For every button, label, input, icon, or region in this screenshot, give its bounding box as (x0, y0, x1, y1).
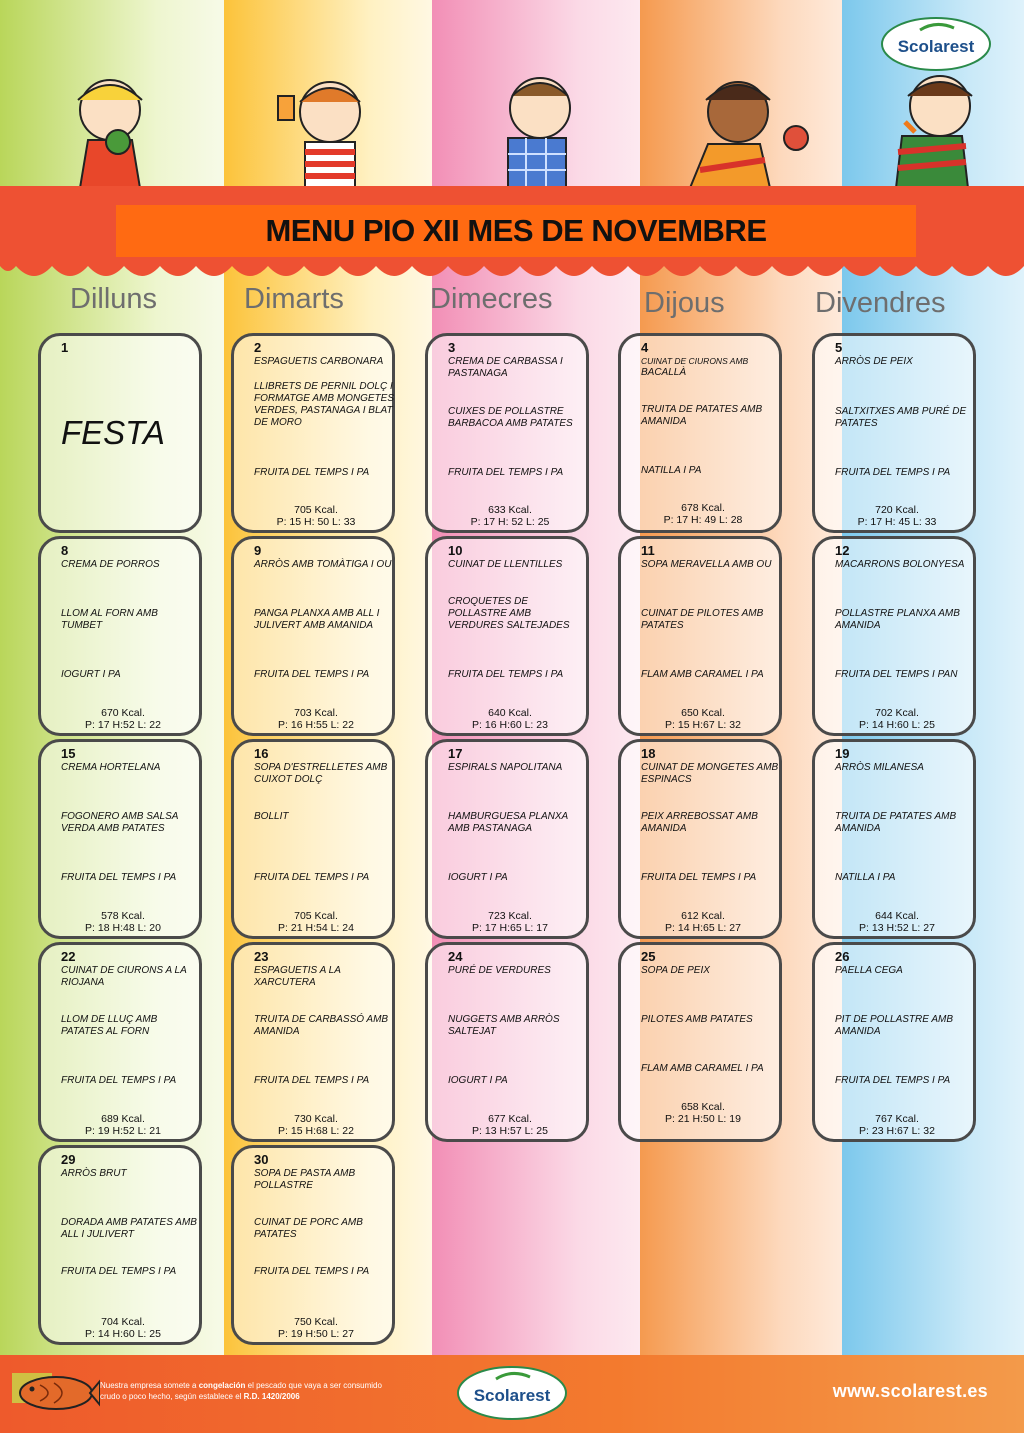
footer-note-bold-1: congelación (198, 1381, 246, 1390)
first-course: ESPIRALS NAPOLITANA (448, 762, 563, 773)
macros: P: 17 H:65 L: 17 (472, 922, 548, 934)
dessert: FRUITA DEL TEMPS I PA (61, 872, 177, 883)
calories: 767 Kcal. (875, 1113, 919, 1125)
macros: P: 19 H:52 L: 21 (85, 1125, 161, 1137)
first-course: PURÉ DE VERDURES (448, 965, 551, 976)
first-course: SOPA DE PASTA AMB POLLASTRE (254, 1168, 356, 1191)
day-number: 29 (61, 1152, 76, 1167)
day-number: 19 (835, 746, 850, 761)
day-number: 25 (641, 949, 656, 964)
calories: 703 Kcal. (294, 707, 338, 719)
menu-cell (38, 536, 202, 736)
footer-note (100, 1380, 400, 1402)
day-number: 1 (61, 340, 69, 355)
logo-text: Scolarest (897, 37, 975, 56)
dessert: FRUITA DEL TEMPS I PA (641, 872, 757, 883)
macros: P: 16 H:60 L: 23 (472, 719, 548, 731)
footer-note-bold-2: R.D. 1420/2006 (243, 1392, 300, 1401)
day-number: 24 (448, 949, 463, 964)
calories: 578 Kcal. (101, 910, 145, 922)
second-course: PANGA PLANXA AMB ALL I JULIVERT AMB AMANIDA (254, 608, 380, 631)
day-number: 26 (835, 949, 850, 964)
first-course: ESPAGUETIS CARBONARA (254, 356, 384, 367)
macros: P: 17 H: 45 L: 33 (857, 516, 937, 528)
day-number: 11 (641, 543, 655, 558)
second-course: LLOM DE LLUÇ AMB PATATES AL FORN (61, 1014, 158, 1037)
dessert: FRUITA DEL TEMPS I PAN (835, 669, 958, 680)
calories: 678 Kcal. (681, 502, 725, 514)
second-course: BOLLIT (254, 811, 289, 822)
macros: P: 17 H: 52 L: 25 (470, 516, 550, 528)
day-heading-monday: Dilluns (70, 283, 158, 315)
title-box (116, 205, 916, 257)
calories: 705 Kcal. (294, 910, 338, 922)
first-course: ARRÒS MILANESA (835, 762, 924, 773)
dessert: FRUITA DEL TEMPS I PA (254, 1075, 370, 1086)
dessert: NATILLA I PA (641, 465, 702, 476)
second-course: PEIX ARREBOSSAT AMB AMANIDA (641, 811, 758, 834)
calories: 705 Kcal. (294, 504, 338, 516)
second-course: CROQUETES DE POLLASTRE AMB VERDURES SALTEJADES (448, 596, 570, 631)
footer-note-2: el pescado que vaya a ser consumido crudo o poco hecho, según establece el (100, 1381, 382, 1401)
macros: P: 17 H:52 L: 22 (85, 719, 161, 731)
dessert: FRUITA DEL TEMPS I PA (835, 467, 951, 478)
child-orange-icon (690, 82, 808, 188)
day-number: 8 (61, 543, 69, 558)
first-course: CUINAT DE CIURONS AMB (641, 356, 749, 366)
second-course: LLIBRETS DE PERNIL DOLÇ I FORMATGE AMB MONGETES VERDES, PASTANAGA I BLAT DE MORO (254, 381, 395, 428)
calories: 640 Kcal. (488, 707, 532, 719)
dessert: FRUITA DEL TEMPS I PA (448, 669, 564, 680)
menu-cell (618, 942, 782, 1142)
menu-cell (231, 942, 395, 1142)
second-course: CUIXES DE POLLASTRE BARBACOA AMB PATATES (448, 406, 573, 429)
dessert: IOGURT I PA (448, 1075, 508, 1086)
calories: 750 Kcal. (294, 1316, 338, 1328)
calories: 720 Kcal. (875, 504, 919, 516)
menu-cell (425, 942, 589, 1142)
day-number: 18 (641, 746, 656, 761)
menu-cell (231, 739, 395, 939)
day-number: 30 (254, 1152, 269, 1167)
first-course: SOPA D'ESTRELLETES AMB CUIXOT DOLÇ (254, 762, 388, 785)
calories: 723 Kcal. (488, 910, 532, 922)
footer-note-1: Nuestra empresa somete a (100, 1381, 199, 1390)
day-heading-wednesday: Dimecres (430, 283, 553, 315)
macros: P: 21 H:54 L: 24 (278, 922, 354, 934)
menu-cell (425, 536, 589, 736)
child-blue-icon (896, 76, 972, 188)
menu-cell (231, 536, 395, 736)
menu-cell (812, 942, 976, 1142)
macros: P: 23 H:67 L: 32 (859, 1125, 935, 1137)
menu-cell (38, 739, 202, 939)
second-course: CUINAT DE PILOTES AMB PATATES (641, 608, 764, 631)
calories: 658 Kcal. (681, 1101, 725, 1113)
child-green-icon (78, 80, 142, 188)
macros: P: 19 H:50 L: 27 (278, 1328, 354, 1340)
dessert: IOGURT I PA (61, 669, 121, 680)
second-course: PIT DE POLLASTRE AMB AMANIDA (835, 1014, 953, 1037)
day-number: 23 (254, 949, 269, 964)
day-heading-friday: Divendres (815, 287, 946, 319)
holiday-label: FESTA (61, 414, 165, 451)
macros: P: 14 H:60 L: 25 (859, 719, 935, 731)
first-course: MACARRONS BOLONYESA (835, 559, 965, 570)
first-course: CUINAT DE LLENTILLES (448, 559, 563, 570)
dessert: FRUITA DEL TEMPS I PA (254, 467, 370, 478)
second-course: LLOM AL FORN AMB TUMBET (61, 608, 158, 631)
children-illustration (0, 70, 1024, 190)
second-course: FOGONERO AMB SALSA VERDA AMB PATATES (61, 811, 179, 834)
macros: P: 13 H:52 L: 27 (859, 922, 935, 934)
macros: P: 14 H:60 L: 25 (85, 1328, 161, 1340)
menu-cell (618, 536, 782, 736)
day-number: 9 (254, 543, 262, 558)
menu-cell (425, 333, 589, 533)
second-course: CUINAT DE PORC AMB PATATES (254, 1217, 363, 1240)
first-course: CUINAT DE CIURONS A LA RIOJANA (61, 965, 187, 988)
calories: 644 Kcal. (875, 910, 919, 922)
first-course: ESPAGUETIS A LA XARCUTERA (254, 965, 341, 988)
dessert: FRUITA DEL TEMPS I PA (61, 1075, 177, 1086)
calories: 702 Kcal. (875, 707, 919, 719)
dessert: FRUITA DEL TEMPS I PA (61, 1266, 177, 1277)
dessert: NATILLA I PA (835, 872, 896, 883)
first-course: ARRÒS BRUT (61, 1168, 127, 1179)
menu-cell (812, 333, 976, 533)
menu-cell (38, 1145, 202, 1345)
macros: P: 18 H:48 L: 20 (85, 922, 161, 934)
calories: 704 Kcal. (101, 1316, 145, 1328)
first-course: SOPA DE PEIX (641, 965, 710, 976)
calories: 670 Kcal. (101, 707, 145, 719)
second-course: TRUITA DE PATATES AMB AMANIDA (641, 404, 763, 427)
dessert: FRUITA DEL TEMPS I PA (448, 467, 564, 478)
fish-icon (10, 1363, 100, 1423)
logo-text-footer: Scolarest (473, 1386, 551, 1405)
page-title: MENU PIO XII MES DE NOVEMBRE (265, 213, 767, 248)
first-course-cont: BACALLÀ (641, 367, 687, 378)
day-number: 12 (835, 543, 850, 558)
first-course: ARRÒS DE PEIX (835, 356, 913, 367)
second-course: TRUITA DE CARBASSÓ AMB AMANIDA (254, 1014, 389, 1037)
menu-cell (618, 333, 782, 533)
second-course: NUGGETS AMB ARRÒS SALTEJAT (448, 1014, 560, 1037)
footer-bar (0, 1355, 1024, 1433)
day-number: 3 (448, 340, 456, 355)
menu-cell (618, 739, 782, 939)
dessert: IOGURT I PA (448, 872, 508, 883)
day-number: 5 (835, 340, 843, 355)
second-course: DORADA AMB PATATES AMB ALL I JULIVERT (61, 1217, 197, 1240)
scolarest-logo (880, 16, 992, 72)
day-number: 17 (448, 746, 463, 761)
macros: P: 16 H:55 L: 22 (278, 719, 354, 731)
day-number: 16 (254, 746, 269, 761)
dessert: FRUITA DEL TEMPS I PA (254, 1266, 370, 1277)
menu-cell (812, 536, 976, 736)
dessert: FRUITA DEL TEMPS I PA (254, 872, 370, 883)
macros: P: 15 H:67 L: 32 (665, 719, 741, 731)
day-number: 15 (61, 746, 76, 761)
macros: P: 17 H: 49 L: 28 (663, 514, 743, 526)
macros: P: 15 H: 50 L: 33 (276, 516, 356, 528)
calories: 730 Kcal. (294, 1113, 338, 1125)
second-course: POLLASTRE PLANXA AMB AMANIDA (835, 608, 960, 631)
dessert: FLAM AMB CARAMEL I PA (641, 1063, 764, 1074)
child-pink-icon (508, 78, 570, 188)
dessert: FRUITA DEL TEMPS I PA (835, 1075, 951, 1086)
day-number: 2 (254, 340, 262, 355)
calories: 612 Kcal. (681, 910, 725, 922)
second-course: TRUITA DE PATATES AMB AMANIDA (835, 811, 957, 834)
first-course: PAELLA CEGA (835, 965, 903, 976)
second-course: SALTXITXES AMB PURÉ DE PATATES (835, 406, 967, 429)
menu-cell (812, 739, 976, 939)
first-course: SOPA MERAVELLA AMB OU (641, 559, 772, 570)
day-number: 10 (448, 543, 463, 558)
child-yellow-icon (278, 82, 360, 188)
macros: P: 21 H:50 L: 19 (665, 1113, 741, 1125)
website-link[interactable]: www.scolarest.es (832, 1381, 988, 1401)
macros: P: 14 H:65 L: 27 (665, 922, 741, 934)
calories: 677 Kcal. (488, 1113, 532, 1125)
scolarest-logo-footer (456, 1365, 568, 1421)
first-course: CUINAT DE MONGETES AMB ESPINACS (641, 762, 779, 785)
macros: P: 13 H:57 L: 25 (472, 1125, 548, 1137)
dessert: FRUITA DEL TEMPS I PA (254, 669, 370, 680)
menu-cell (38, 942, 202, 1142)
second-course: PILOTES AMB PATATES (641, 1014, 753, 1025)
first-course: CREMA DE PORROS (61, 559, 160, 570)
menu-cell (231, 333, 395, 533)
day-number: 22 (61, 949, 76, 964)
dessert: FLAM AMB CARAMEL I PA (641, 669, 764, 680)
first-course: CREMA DE CARBASSA I PASTANAGA (448, 356, 563, 379)
menu-cell (38, 333, 202, 533)
macros: P: 15 H:68 L: 22 (278, 1125, 354, 1137)
menu-cell (425, 739, 589, 939)
calories: 650 Kcal. (681, 707, 725, 719)
day-number: 4 (641, 340, 649, 355)
calories: 633 Kcal. (488, 504, 532, 516)
calories: 689 Kcal. (101, 1113, 145, 1125)
second-course: HAMBURGUESA PLANXA AMB PASTANAGA (448, 811, 568, 834)
first-course: CREMA HORTELANA (61, 762, 161, 773)
first-course: ARRÒS AMB TOMÀTIGA I OU (254, 559, 392, 570)
menu-cell (231, 1145, 395, 1345)
day-heading-thursday: Dijous (644, 287, 725, 319)
day-heading-tuesday: Dimarts (244, 283, 344, 315)
